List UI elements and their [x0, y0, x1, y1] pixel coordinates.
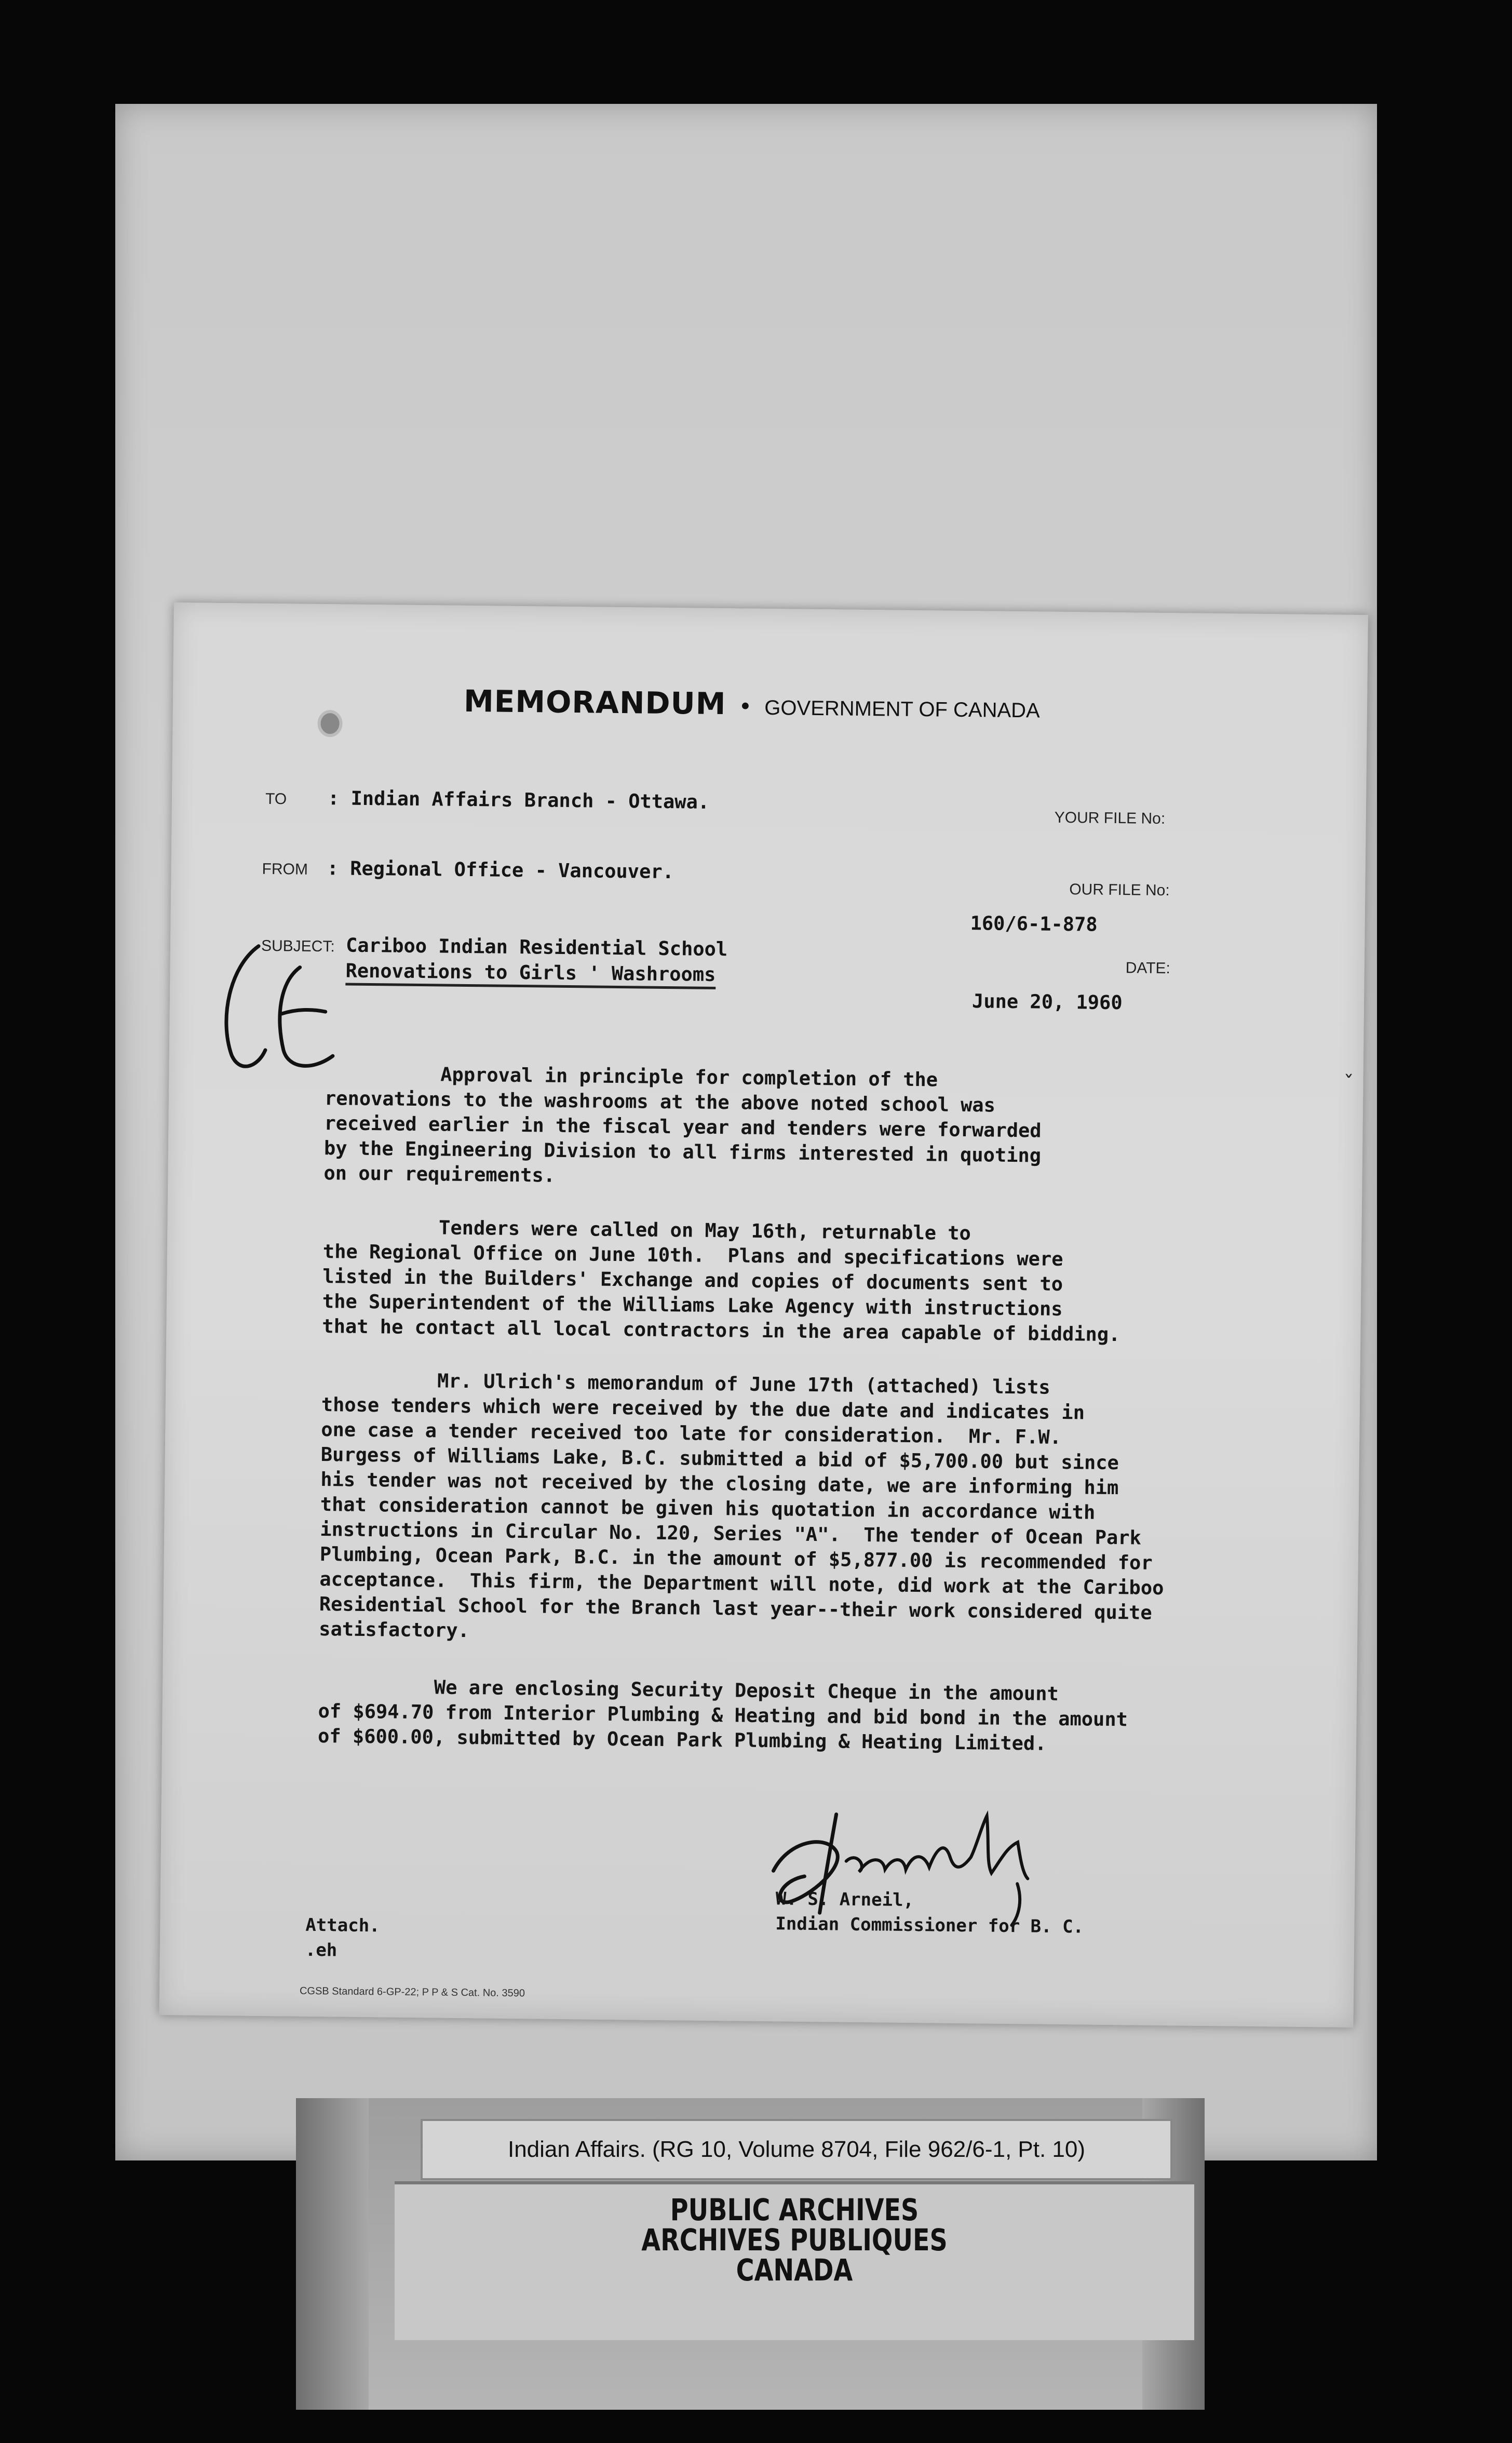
paragraph-1: Approval in principle for completion of the renovations to the washrooms at the above noted school was received earlier in the fiscal year and tenders were forwarded by the Engineering Division to all firms interested in quoting on our requirements.: [323, 1062, 1042, 1187]
form-number: CGSB Standard 6-GP-22; P P & S Cat. No. 3590: [299, 1985, 525, 1999]
header-bullet: •: [738, 693, 752, 720]
signatory-name: W. S. Arneil,: [775, 1888, 914, 1911]
archive-stamp-text: [467, 2192, 1123, 2288]
memorandum-sheet: [159, 602, 1368, 2028]
our-file-label: OUR FILE No:: [1069, 881, 1170, 900]
our-file-value: 160/6-1-878: [970, 912, 1098, 936]
typist-initials: .eh: [305, 1939, 338, 1961]
archive-stamp: [395, 2181, 1194, 2340]
subject-line-1: Cariboo Indian Residential School: [345, 934, 728, 961]
date-label: DATE:: [1125, 959, 1171, 977]
signature-block: [775, 1886, 1084, 1939]
government-label: GOVERNMENT OF CANADA: [764, 696, 1040, 722]
paragraph-2: Tenders were called on May 16th, returnable to the Regional Office on June 10th. Plans and specifications were listed in the Builders' Exchange and copies of documents sent to the Superintendent of the Williams Lake Agency with instructions that he contact all local contractors in the area capable of bidding.: [322, 1215, 1120, 1346]
punch-hole: [320, 713, 339, 734]
archive-stamp-line-2: ARCHIVES PUBLIQUES: [641, 2222, 948, 2258]
to-label: TO: [265, 790, 287, 808]
handwritten-initials-mark: [208, 935, 349, 1082]
to-value: : Indian Affairs Branch - Ottawa.: [327, 787, 710, 813]
holder-edge-left: [296, 2098, 369, 2410]
archive-stamp-line-3: CANADA: [736, 2252, 853, 2288]
date-value: June 20, 1960: [971, 990, 1123, 1014]
subject-label: SUBJECT:: [261, 937, 335, 956]
from-value: : Regional Office - Vancouver.: [327, 857, 674, 883]
margin-mark: ˇ: [1342, 1071, 1355, 1096]
archive-reference-label: Indian Affairs. (RG 10, Volume 8704, File 962/6-1, Pt. 10): [421, 2119, 1172, 2180]
your-file-label: YOUR FILE No:: [1054, 809, 1166, 828]
subject-line-2: Renovations to Girls ' Washrooms: [345, 960, 716, 989]
attach-label: Attach.: [305, 1914, 380, 1937]
memo-header: [464, 683, 1040, 725]
memo-title: MEMORANDUM: [463, 683, 726, 722]
attachment-note: [305, 1913, 380, 1963]
signatory-title: Indian Commissioner for B. C.: [775, 1913, 1084, 1938]
archive-stamp-line-1: PUBLIC ARCHIVES: [670, 2192, 919, 2227]
paragraph-3: Mr. Ulrich's memorandum of June 17th (attached) lists those tenders which were received by the due date and indicates in one case a tender received too late for consideration. Mr. F.W. Burgess of Williams Lake, B.C. submitted a bid of $5,700.00 but since his tender was not received by the closing date, we are informing him that consideration cannot be given his quotation in accordance with instructions in Circular No. 120, Series "A". The tender of Ocean Park Plumbing, Ocean Park, B.C. in the amount of $5,877.00 is recommended for acceptance. This firm, the Department will note, did work at the Cariboo Residential School for the Branch last year--their work considered quite satisfactory.: [319, 1368, 1164, 1642]
from-label: FROM: [262, 860, 308, 878]
paragraph-4: We are enclosing Security Deposit Cheque in the amount of $694.70 from Interior Plumbing & Heating and bid bond in the amount of $600.00, submitted by Ocean Park Plumbing & Heating Limited.: [317, 1675, 1128, 1755]
